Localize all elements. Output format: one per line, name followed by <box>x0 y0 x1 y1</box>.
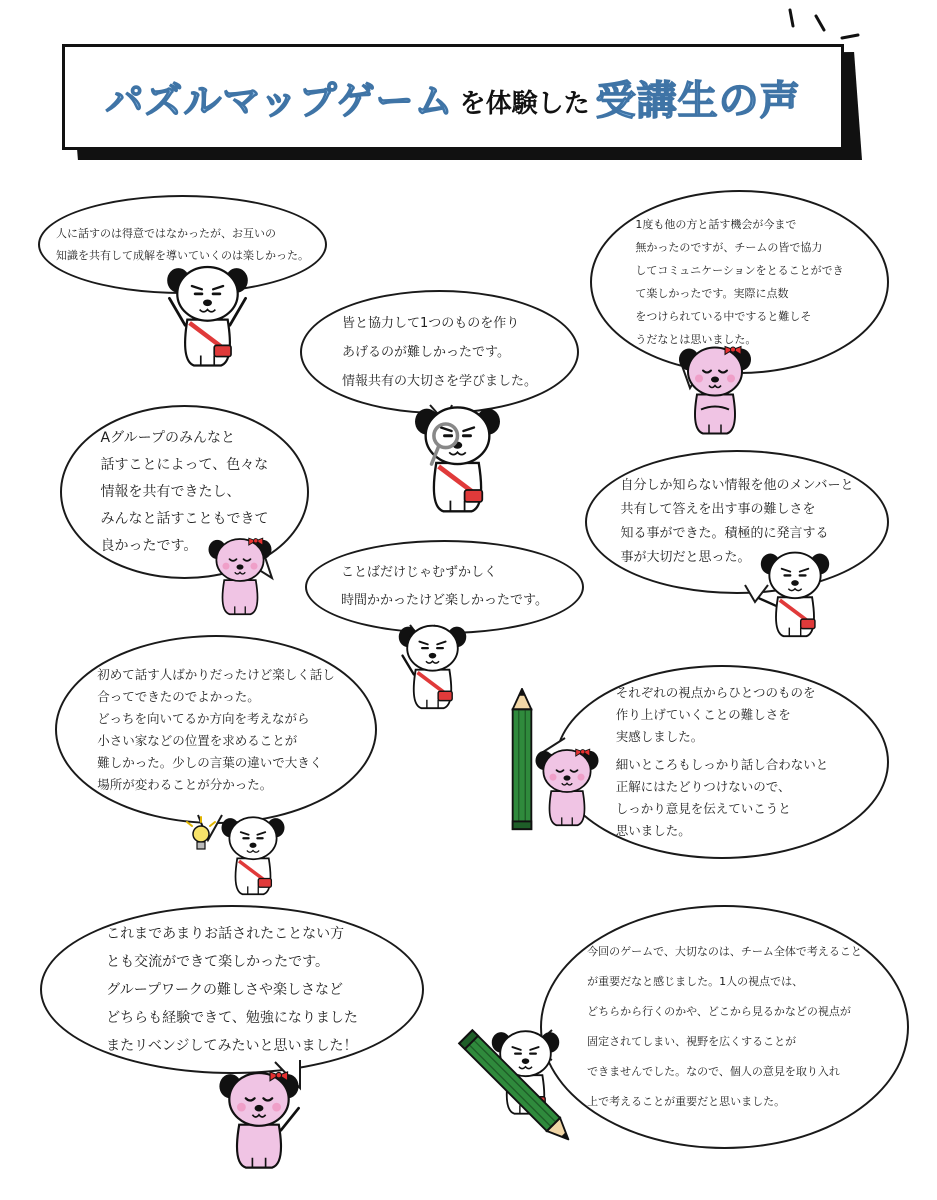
comment-line: 話すことによって、色々な <box>100 456 269 473</box>
comment-line: 事が大切だと思った。 <box>620 550 751 565</box>
comment-line: 情報を共有できたし、 <box>100 483 241 500</box>
white-dog-mascot-cheering <box>160 258 255 370</box>
comment-line: 1度も他の方と話す機会が今まで <box>635 218 797 231</box>
title-main: パズルマップゲーム <box>105 78 454 123</box>
comment-line: をつけられている中ですると難しそ <box>635 310 812 323</box>
title-banner <box>62 44 844 150</box>
comment-line: できませんでした。なので、個人の意見を取り入れ <box>587 1065 840 1078</box>
comment-line: 固定されてしまい、視野を広くすることが <box>587 1035 797 1048</box>
comment-line: それぞれの視点からひとつのものを <box>615 685 816 700</box>
speech-bubble-10 <box>540 905 909 1149</box>
emphasis-marks <box>780 4 862 46</box>
pink-dog-mascot-smiling <box>205 530 275 618</box>
comment-line: 小さい家などの位置を求めることが <box>97 732 298 748</box>
pink-dog-mascot-winking <box>214 1062 304 1172</box>
pink-dog-mascot-pencil <box>532 735 602 835</box>
comment-line: うだなとは思いました。 <box>635 333 757 346</box>
comment-line: 皆と協力して1つのものを作り <box>341 315 520 331</box>
comment-line: 正解にはたどりつけないので、 <box>615 779 791 794</box>
comment-line: 細いところもしっかり話し合わないと <box>615 757 829 772</box>
speech-bubble-9 <box>40 905 424 1074</box>
comment-line: またリベンジしてみたいと思いました！ <box>106 1037 358 1054</box>
pink-dog-mascot-thinking <box>675 335 755 440</box>
comment-line: 知る事ができた。積極的に発言する <box>620 526 829 541</box>
comment-line: 上で考えることが重要だと思いました。 <box>587 1095 786 1108</box>
white-dog-mascot-pointing <box>755 545 835 640</box>
comment-line: 無かったのですが、チームの皆で協力 <box>635 241 823 254</box>
comment-line: 今回のゲームで、大切なのは、チーム全体で考えること <box>587 945 862 958</box>
comment-line: が重要だなと感じました。1人の視点では、 <box>587 975 804 988</box>
comment-line: 知識を共有して成解を導いていくのは楽しかった。 <box>56 248 309 262</box>
comment-line: とも交流ができて楽しかったです。 <box>106 953 330 970</box>
title-middle: を体験した <box>459 88 590 119</box>
comment-line: どっちを向いてるか方向を考えながら <box>97 710 310 726</box>
white-dog-mascot-idea <box>218 808 288 900</box>
comment-line: 場所が変わることが分かった。 <box>97 776 273 792</box>
comment-line: みんなと話すこともできて <box>100 510 269 527</box>
lightbulb-icon <box>184 816 218 856</box>
comment-line: 難しかった。少しの言葉の違いで大きく <box>97 754 323 770</box>
comment-line: Aグループのみんなと <box>100 429 235 446</box>
comment-line: どちらから行くのかや、どこから見るかなどの視点が <box>587 1005 851 1018</box>
comment-line: 作り上げていくことの難しさを <box>615 707 791 722</box>
comment-line: あげるのが難しかったです。 <box>341 344 510 360</box>
comment-line: 共有して答えを出す事の難しさを <box>620 502 816 517</box>
comment-line: 合ってできたのでよかった。 <box>97 688 260 704</box>
speech-bubble-7 <box>55 635 377 824</box>
comment-line: 良かったです。 <box>100 537 198 554</box>
speech-bubble-5 <box>585 450 889 594</box>
comment-line: しっかり意見を伝えていこうと <box>615 801 791 816</box>
title-sub: 受講生の声 <box>595 77 801 124</box>
white-dog-mascot-magnifier <box>410 398 505 516</box>
comment-line: 初めて話す人ばかりだったけど楽しく話し <box>97 666 335 682</box>
comment-line: グループワークの難しさや楽しさなど <box>106 981 344 998</box>
comment-line: 思いました。 <box>615 823 691 838</box>
comment-line: 情報共有の大切さを学びました。 <box>341 373 537 389</box>
comment-line: 自分しか知らない情報を他のメンバーと <box>620 478 854 493</box>
comment-line: ことばだけじゃむずかしく <box>341 565 498 580</box>
speech-bubble-3 <box>300 290 579 414</box>
comment-line: これまであまりお話されたことない方 <box>106 925 345 942</box>
comment-line: 実感しました。 <box>615 729 704 744</box>
speech-bubble-8 <box>555 665 889 859</box>
comment-line: 人に話すのは得意ではなかったが、お互いの <box>56 226 276 240</box>
comment-line: してコミュニケーションをとることができ <box>635 264 844 277</box>
white-dog-mascot-fist <box>395 614 470 716</box>
comment-line: 時間かかったけど楽しかったです。 <box>341 593 548 608</box>
comment-line: どちらも経験できて、勉強になりました <box>106 1009 358 1026</box>
comment-line: て楽しかったです。実際に点数 <box>635 287 789 300</box>
